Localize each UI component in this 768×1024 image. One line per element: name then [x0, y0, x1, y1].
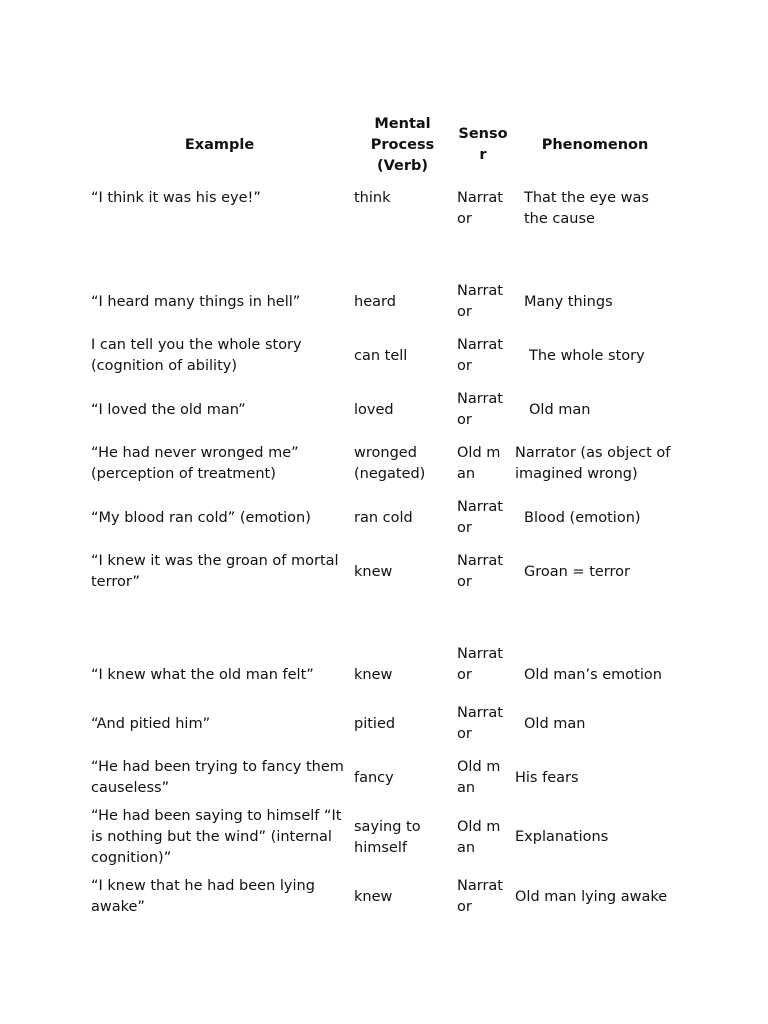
cell-phenomenon: Old man lying awake: [515, 888, 668, 905]
cell-example: I can tell you the whole story (cognition of ability): [91, 337, 302, 374]
cell-sensor: Narrator: [457, 499, 503, 536]
cell-sensor: Narrator: [457, 190, 503, 227]
cell-process: think: [354, 190, 391, 206]
header-sensor: Sensor: [458, 126, 508, 163]
cell-sensor: Narrator: [457, 283, 503, 320]
cell-sensor: Narrator: [457, 646, 503, 683]
table-row: [88, 329, 678, 383]
cell-sensor: Narrator: [457, 878, 503, 915]
cell-process: fancy: [354, 769, 394, 786]
header-phenomenon: Phenomenon: [541, 136, 649, 153]
cell-example: “He had never wronged me” (perception of treatment): [91, 445, 299, 482]
cell-example: “I think it was his eye!”: [91, 190, 261, 206]
cell-process: loved: [354, 401, 394, 418]
cell-example: “I loved the old man”: [91, 401, 246, 418]
cell-process: knew: [354, 888, 393, 905]
cell-phenomenon: Narrator (as object of imagined wrong): [515, 445, 671, 482]
cell-phenomenon: Blood (emotion): [524, 509, 641, 526]
cell-phenomenon: Groan = terror: [524, 563, 630, 580]
cell-process: saying to himself: [354, 818, 421, 856]
cell-example: “I heard many things in hell”: [91, 293, 301, 310]
cell-process: heard: [354, 293, 396, 310]
cell-example: “My blood ran cold” (emotion): [91, 509, 311, 526]
cell-phenomenon: His fears: [515, 769, 579, 786]
cell-sensor: Narrator: [457, 391, 503, 428]
mental-process-table: [88, 110, 678, 924]
table-row: [88, 437, 678, 491]
cell-sensor: Old man: [457, 445, 501, 482]
cell-sensor: Old man: [457, 759, 501, 796]
cell-phenomenon: Old man: [524, 715, 586, 732]
table-row: [88, 491, 678, 545]
cell-process: pitied: [354, 715, 396, 732]
table-row: [88, 697, 678, 751]
cell-process: wronged (negated): [354, 445, 426, 482]
cell-example: “I knew what the old man felt”: [91, 667, 314, 683]
header-process: Mental Process (Verb): [370, 115, 435, 174]
cell-sensor: Old man: [457, 818, 501, 856]
cell-phenomenon: That the eye was the cause: [524, 190, 649, 227]
cell-sensor: Narrator: [457, 705, 503, 742]
cell-process: ran cold: [354, 509, 413, 526]
cell-phenomenon: Explanations: [515, 829, 609, 845]
cell-sensor: Narrator: [457, 553, 503, 590]
table-row: [88, 383, 678, 437]
cell-process: can tell: [354, 347, 408, 364]
header-example: Example: [184, 136, 255, 153]
table-row: [88, 805, 678, 870]
cell-process: knew: [354, 667, 393, 683]
cell-example: “He had been trying to fancy them causeless”: [91, 759, 344, 796]
table-row: [88, 751, 678, 805]
cell-example: “And pitied him”: [91, 715, 211, 732]
cell-example: “I knew it was the groan of mortal terror”: [91, 553, 339, 590]
table-row: [88, 870, 678, 924]
table-row: [88, 545, 678, 599]
cell-phenomenon: The whole story: [529, 347, 645, 364]
cell-sensor: Narrator: [457, 337, 503, 374]
cell-phenomenon: Many things: [524, 293, 613, 310]
table-row: [88, 275, 678, 329]
table-row: [88, 599, 678, 697]
cell-phenomenon: Old man’s emotion: [524, 667, 662, 683]
cell-phenomenon: Old man: [529, 401, 591, 418]
cell-example: “He had been saying to himself “It is nothing but the wind” (internal cognition)”: [91, 808, 342, 866]
cell-process: knew: [354, 563, 393, 580]
table-row: [88, 180, 678, 275]
table-header-row: [88, 110, 678, 180]
cell-example: “I knew that he had been lying awake”: [91, 878, 315, 915]
